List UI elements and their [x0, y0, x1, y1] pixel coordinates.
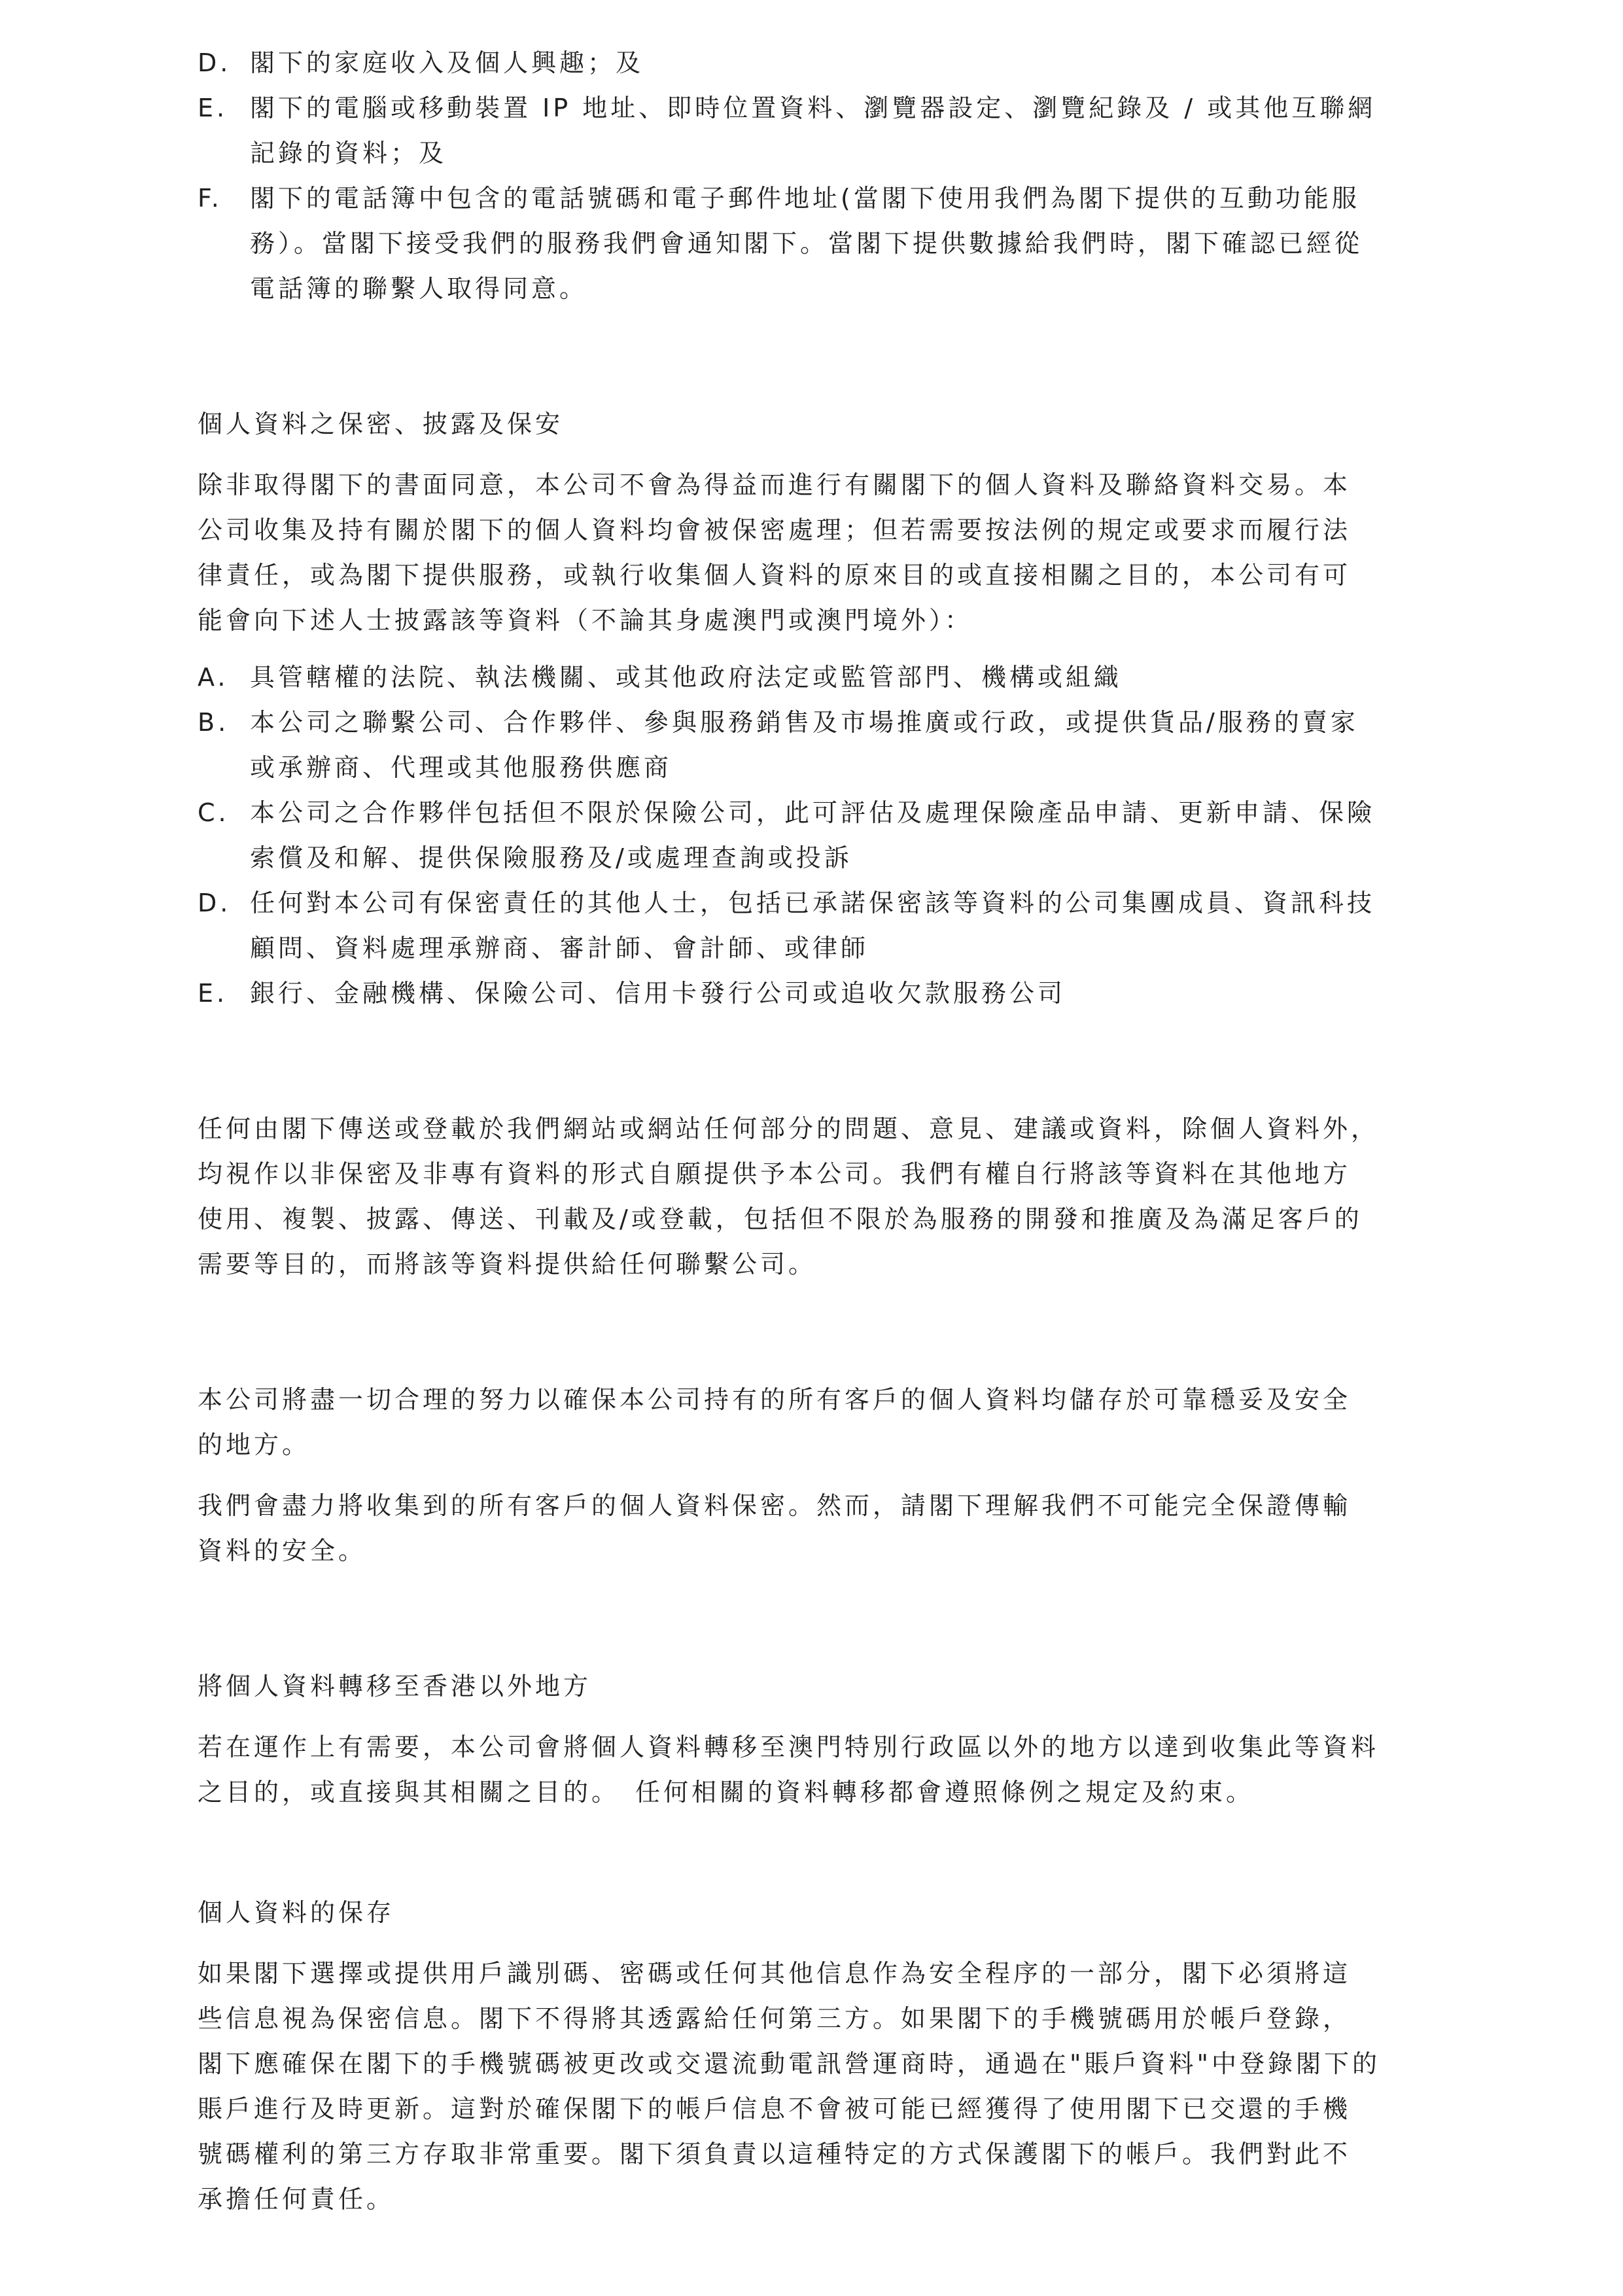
list-item-text: 閣下的電話簿中包含的電話號碼和電子郵件地址(當閣下使用我們為閣下提供的互動功能服 務）。當閣下接受我們的服務我們會通知閣下。當閣下提供數據給我們時，閣下確認已經從 電話簿的聯繫人取得同意。 [250, 184, 1363, 303]
disclosure-item-a [198, 655, 1440, 700]
list-marker: D. [198, 889, 232, 917]
list-marker: F. [198, 184, 222, 213]
section-heading-retention: 個人資料的保存 [198, 1898, 395, 1927]
list-item-text: 閣下的家庭收入及個人興趣；及 [250, 48, 644, 77]
top-list [198, 41, 1440, 311]
list-item-text: 銀行、金融機構、保險公司、信用卡發行公司或追收欠款服務公司 [250, 979, 1066, 1008]
disclosure-item-b [198, 700, 1440, 790]
list-marker: E. [198, 94, 228, 122]
list-item-d [198, 41, 1440, 86]
document-content [198, 41, 1440, 2222]
list-item-text: 本公司之合作夥伴包括但不限於保險公司，此可評估及處理保險產品申請、更新申請、保險 索償及和解、提供保險服務及/或處理查詢或投訴 [250, 798, 1376, 872]
disclosure-item-d [198, 881, 1440, 971]
list-marker: D. [198, 48, 232, 77]
list-marker: E. [198, 979, 228, 1008]
confidentiality-intro-paragraph: 除非取得閣下的書面同意，本公司不會為得益而進行有關閣下的個人資料及聯絡資料交易。本 公司收集及持有關於閣下的個人資料均會被保密處理；但若需要按法例的規定或要求而履行法 律責任，或為閣下提供服務，或執行收集個人資料的原來目的或直接相關之目的，本公司有可 能會向下述人士披露該等資料（不論其身處澳門或澳門境外）： [198, 470, 1352, 635]
storage-paragraph: 本公司將盡一切合理的努力以確保本公司持有的所有客戶的個人資料均儲存於可靠穩妥及安全 的地方。 [198, 1385, 1352, 1459]
disclosure-item-c [198, 790, 1440, 881]
submission-paragraph: 任何由閣下傳送或登載於我們網站或網站任何部分的問題、意見、建議或資料，除個人資料外， 均視作以非保密及非專有資料的形式自願提供予本公司。我們有權自行將該等資料在其他地方 使用、複製、披露、傳送、刊載及/或登載，包括但不限於為服務的開發和推廣及為滿足客戶的 需要等目的，而將該等資料提供給任何聯繫公司。 [198, 1114, 1380, 1279]
list-item-text: 任何對本公司有保密責任的其他人士，包括已承諾保密該等資料的公司集團成員、資訊科技 顧問、資料處理承辦商、審計師、會計師、或律師 [250, 889, 1376, 963]
list-marker: C. [198, 798, 230, 827]
retention-paragraph: 如果閣下選擇或提供用戶識別碼、密碼或任何其他信息作為安全程序的一部分，閣下必須將這 些信息視為保密信息。閣下不得將其透露給任何第三方。如果閣下的手機號碼用於帳戶登錄， 閣下應確保在閣下的手機號碼被更改或交還流動電訊營運商時，通過在"賬戶資料"中登錄閣下的 賬戶進行及時更新。這對於確保閣下的帳戶信息不會被可能已經獲得了使用閣下已交還的手機 號碼權利的第三方存取非常重要。閣下須負責以這種特定的方式保護閣下的帳戶。我們對此不 承擔任何責任。 [198, 1959, 1380, 2214]
list-item-text: 閣下的電腦或移動裝置 IP 地址、即時位置資料、瀏覽器設定、瀏覽紀錄及 / 或其他互聯網 記錄的資料；及 [250, 94, 1376, 168]
disclosure-item-e [198, 971, 1440, 1016]
transfer-paragraph: 若在運作上有需要，本公司會將個人資料轉移至澳門特別行政區以外的地方以達到收集此等資料 之目的，或直接與其相關之目的。 任何相關的資料轉移都會遵照條例之規定及約束。 [198, 1733, 1380, 1807]
list-marker: B. [198, 708, 230, 737]
section-heading-transfer: 將個人資料轉移至香港以外地方 [198, 1672, 592, 1701]
list-item-text: 具管轄權的法院、執法機關、或其他政府法定或監管部門、機構或組織 [250, 663, 1123, 692]
transmission-paragraph: 我們會盡力將收集到的所有客戶的個人資料保密。然而，請閣下理解我們不可能完全保證傳輸 資料的安全。 [198, 1491, 1352, 1565]
list-item-f [198, 176, 1440, 311]
section-heading-confidentiality: 個人資料之保密、披露及保安 [198, 410, 564, 438]
list-item-e [198, 86, 1440, 176]
list-item-text: 本公司之聯繫公司、合作夥伴、參與服務銷售及市場推廣或行政，或提供貨品/服務的賣家 或承辦商、代理或其他服務供應商 [250, 708, 1359, 782]
disclosure-list [198, 655, 1440, 1016]
list-marker: A. [198, 663, 229, 692]
